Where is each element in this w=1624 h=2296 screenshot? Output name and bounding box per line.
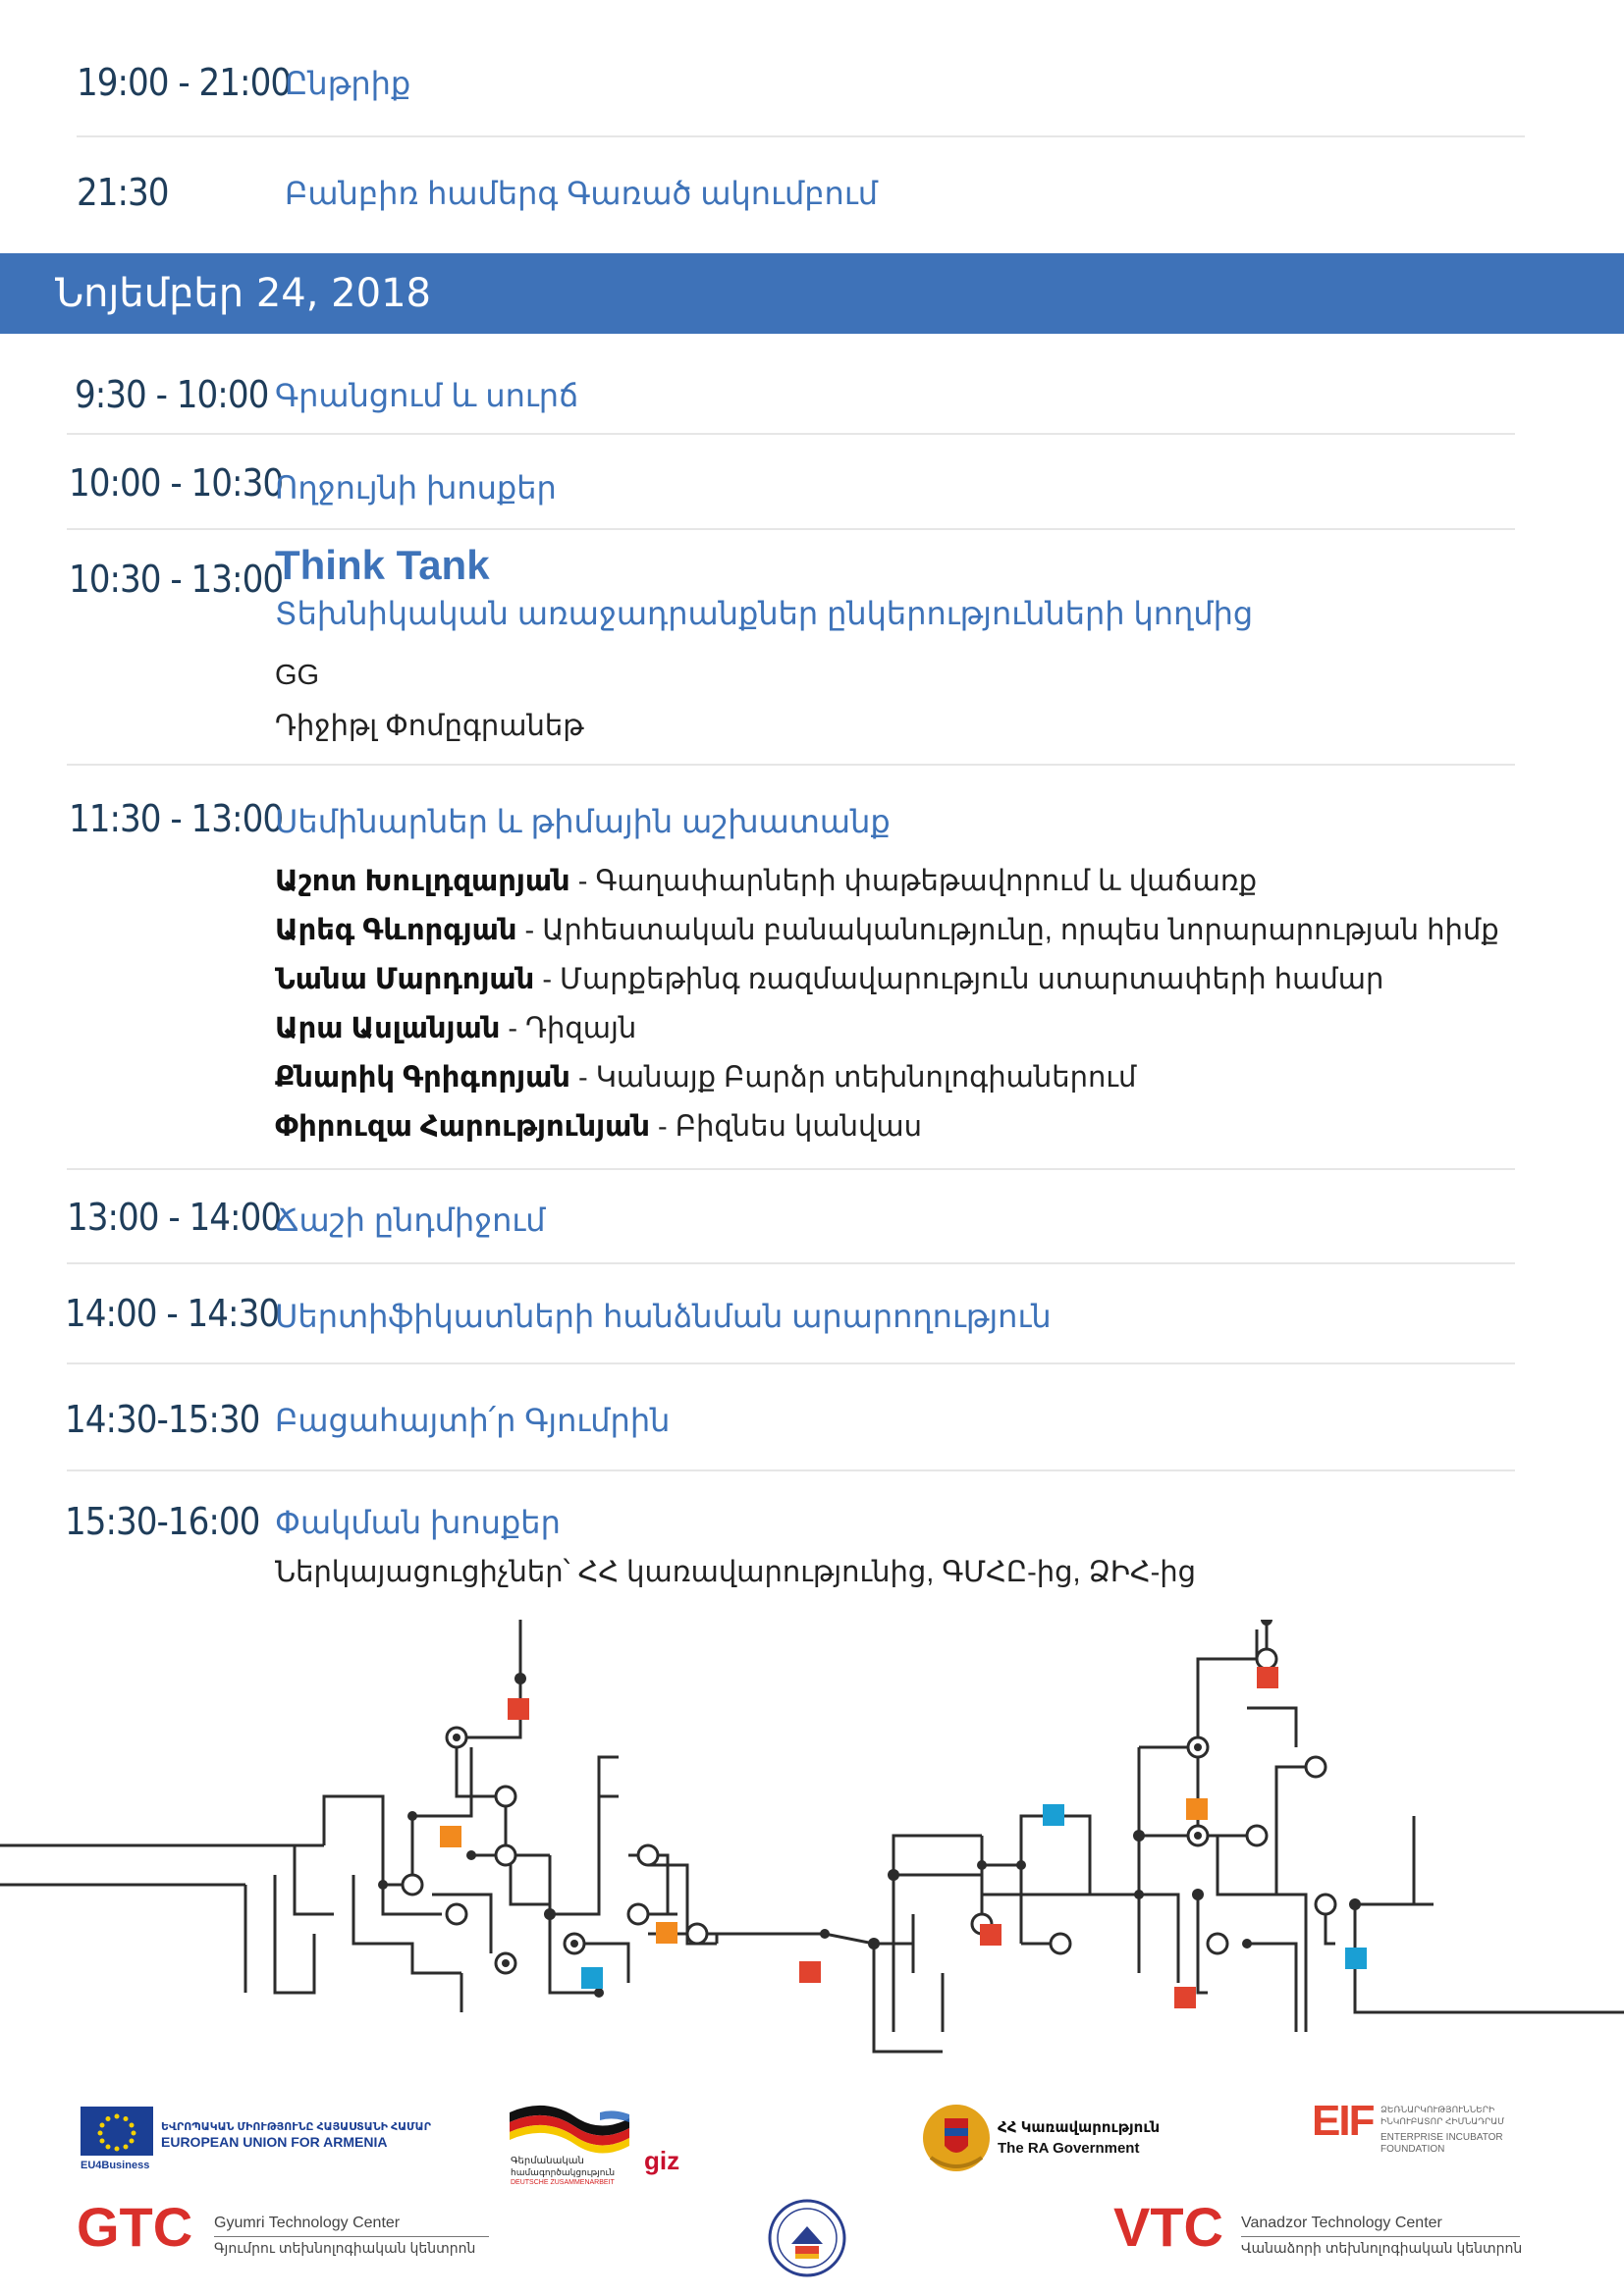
vtc-logo-mark: VTC — [1113, 2196, 1223, 2258]
vtc-logo-rule — [1241, 2236, 1520, 2237]
divider — [67, 1262, 1515, 1264]
speaker-name: Աշոտ Խուլդզարյան — [275, 866, 570, 897]
eu-logo-sub: EU4Business — [81, 2160, 150, 2171]
divider — [67, 1362, 1515, 1364]
time-seminars: 11:30 - 13:00 — [69, 797, 284, 840]
speaker-name: Արա Ասլանյան — [275, 1013, 501, 1044]
divider — [67, 1469, 1515, 1471]
title-discover: Բացահայտի՛ր Գյումրին — [275, 1403, 671, 1438]
divider — [67, 528, 1515, 530]
armenia-coat-of-arms-icon — [917, 2099, 996, 2177]
title-seminars: Սեմինարներ և թիմային աշխատանք — [275, 804, 891, 839]
giz-logo-line3: DEUTSCHE ZUSAMMENARBEIT — [511, 2179, 615, 2186]
title-closing: Փակման խոսքեր — [275, 1505, 561, 1540]
gtc-logo-name-am: Գյումրու տեխնոլոգիական կենտրոն — [214, 2240, 476, 2256]
divider — [67, 433, 1515, 435]
time-lunch: 13:00 - 14:00 — [67, 1196, 282, 1239]
time-welcome: 10:00 - 10:30 — [69, 461, 284, 505]
round-seal-logo — [766, 2197, 848, 2279]
think-tank-item: GG — [275, 660, 320, 691]
title-certificates: Սերտիֆիկատների հանձնման արարողություն — [275, 1299, 1052, 1334]
think-tank-item: Դիջիթլ Փոմըգրանեթ — [275, 711, 584, 742]
title-registration: Գրանցում և սուրճ — [275, 378, 579, 413]
eif-logo-mark: EIF — [1312, 2097, 1374, 2145]
eif-logo-line1: ՁԵՌՆԱՐԿՈՒԹՅՈՒՆՆԵՐԻ — [1380, 2105, 1495, 2114]
speaker-row — [275, 1109, 922, 1144]
title-think-tank: Տեխնիկական առաջադրանքներ ընկերությունների կողմից — [275, 596, 1254, 631]
speaker-row — [275, 1060, 1136, 1095]
divider — [77, 135, 1525, 137]
speaker-name: Քնարիկ Գրիգորյան — [275, 1062, 570, 1094]
time-discover: 14:30-15:30 — [65, 1398, 260, 1441]
eif-logo-line4: FOUNDATION — [1380, 2144, 1445, 2155]
eu-logo-line1: ԵՎՐՈՊԱԿԱՆ ՄԻՈՒԹՅՈՒՆԸ ՀԱՅԱՍՏԱՆԻ ՀԱՄԱՐ — [161, 2121, 431, 2133]
time-concert: 21:30 — [77, 171, 169, 214]
closing-note: Ներկայացուցիչներ՝ ՀՀ կառավարությունից, ԳՄՀԸ-ից, ՁԻՀ-ից — [275, 1557, 1197, 1588]
speaker-topic: - Կանայք Բարձր տեխնոլոգիաներում — [569, 1062, 1137, 1094]
time-registration: 9:30 - 10:00 — [75, 373, 269, 416]
speaker-row — [275, 864, 1257, 898]
giz-logo-line2: համագործակցություն — [511, 2167, 616, 2177]
time-think-tank: 10:30 - 13:00 — [69, 558, 284, 601]
title-concert: Բանբիռ համերգ Գառած ակումբում — [285, 176, 878, 211]
speaker-topic: - Արհեստական բանականությունը, որպես նորարարության հիմք — [516, 915, 1499, 946]
time-closing: 15:30-16:00 — [65, 1500, 260, 1543]
gov-logo-line1: ՀՀ Կառավարություն — [998, 2119, 1161, 2136]
title-welcome: Ողջույնի խոսքեր — [275, 470, 557, 506]
speaker-row — [275, 1011, 636, 1045]
speaker-row — [275, 913, 1499, 947]
eif-logo-line3: ENTERPRISE INCUBATOR — [1380, 2132, 1503, 2143]
giz-logo-line1: Գերմանական — [511, 2156, 584, 2166]
giz-flags-logo — [506, 2101, 633, 2160]
speaker-topic: - Բիզնես կանվաս — [649, 1111, 922, 1143]
eu-stars-icon — [81, 2107, 153, 2156]
time-dinner: 19:00 - 21:00 — [77, 61, 292, 104]
divider — [67, 1168, 1515, 1170]
gtc-logo-name: Gyumri Technology Center — [214, 2215, 401, 2231]
eu-logo-line2: EUROPEAN UNION FOR ARMENIA — [161, 2134, 388, 2150]
title-lunch: Ճաշի ընդմիջում — [275, 1202, 546, 1238]
speaker-name: Նանա Մարդոյան — [275, 964, 535, 995]
gtc-logo-mark: GTC — [77, 2196, 193, 2258]
think-tank-heading: Think Tank — [275, 542, 490, 588]
time-certificates: 14:00 - 14:30 — [65, 1292, 280, 1335]
giz-logo-brand: giz — [644, 2146, 680, 2175]
eu-flag-logo — [81, 2107, 153, 2156]
speaker-row — [275, 962, 1383, 996]
vtc-logo-name-am: Վանաձորի տեխնոլոգիական կենտրոն — [1241, 2240, 1523, 2256]
speaker-topic: - Մարքեթինգ ռազմավարություն ստարտափերի համար — [534, 964, 1384, 995]
speaker-name: Արեգ Գևորգյան — [275, 915, 517, 946]
gov-logo-line2: The RA Government — [998, 2140, 1140, 2157]
title-dinner: Ընթրիք — [285, 66, 411, 101]
day-banner-date: Նոյեմբեր 24, 2018 — [55, 271, 431, 316]
vtc-logo-name: Vanadzor Technology Center — [1241, 2215, 1442, 2231]
eif-logo-line2: ԻՆԿՈՒԲԱՏՈՐ ՀԻՄՆԱԴՐԱՄ — [1380, 2116, 1505, 2126]
speaker-topic: - Գաղափարների փաթեթավորում և վաճառք — [569, 866, 1258, 897]
speaker-topic: - Դիզայն — [500, 1013, 637, 1044]
day-banner — [0, 253, 1624, 334]
circuit-decoration — [0, 1620, 1624, 2081]
speaker-name: Փիրուզա Հարությունյան — [275, 1111, 650, 1143]
divider — [67, 764, 1515, 766]
gtc-logo-rule — [214, 2236, 489, 2237]
